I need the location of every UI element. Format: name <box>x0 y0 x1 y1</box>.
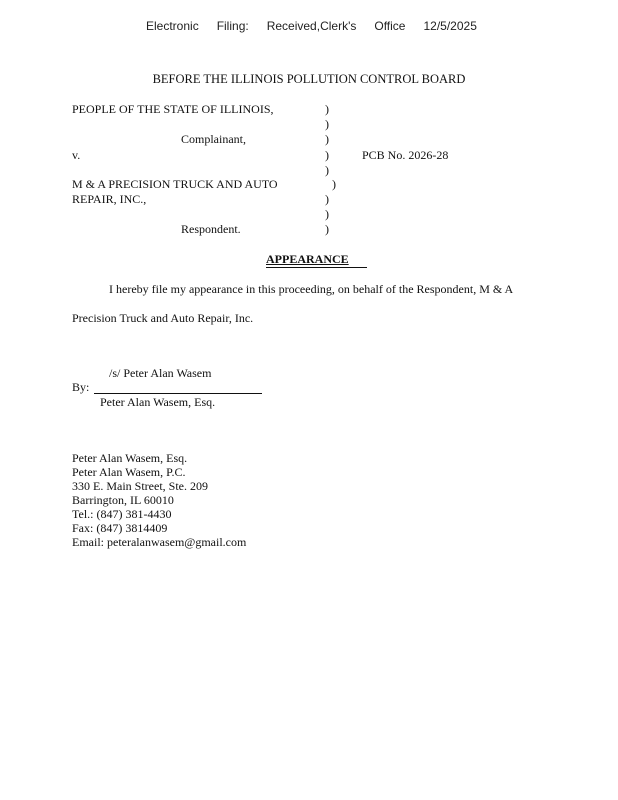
contact-name: Peter Alan Wasem, Esq. <box>72 451 188 465</box>
caption-paren: ) <box>325 117 329 131</box>
body-paragraph-line2: Precision Truck and Auto Repair, Inc. <box>72 311 254 325</box>
complainant-name: PEOPLE OF THE STATE OF ILLINOIS, <box>72 102 274 116</box>
caption-paren: ) <box>325 192 329 206</box>
electronic-signature: /s/ Peter Alan Wasem <box>109 366 212 380</box>
contact-block <box>72 451 246 549</box>
signature-line <box>94 393 262 394</box>
complainant-role: Complainant, <box>181 132 246 146</box>
contact-email: Email: peteralanwasem@gmail.com <box>72 535 247 549</box>
case-number: PCB No. 2026-28 <box>362 148 449 162</box>
filing-date: 12/5/2025 <box>423 19 477 33</box>
appearance-heading: APPEARANCE <box>266 253 367 268</box>
respondent-name-line2: REPAIR, INC., <box>72 192 147 206</box>
filing-electronic: Electronic <box>146 19 199 33</box>
caption-paren: ) <box>332 177 336 191</box>
contact-tel: Tel.: (847) 381-4430 <box>72 507 172 521</box>
caption-paren: ) <box>325 163 329 177</box>
contact-firm: Peter Alan Wasem, P.C. <box>72 465 186 479</box>
versus: v. <box>72 148 81 162</box>
caption-paren: ) <box>325 222 329 236</box>
caption-paren: ) <box>325 102 329 116</box>
contact-fax: Fax: (847) 3814409 <box>72 521 168 535</box>
filing-stamp-header <box>146 20 495 34</box>
contact-address: 330 E. Main Street, Ste. 209 <box>72 479 208 493</box>
by-label: By: <box>72 380 90 394</box>
signatory-name: Peter Alan Wasem, Esq. <box>100 395 216 409</box>
filing-office: Office <box>374 19 406 33</box>
respondent-role: Respondent. <box>181 222 241 236</box>
respondent-name-line1: M & A PRECISION TRUCK AND AUTO <box>72 177 278 191</box>
body-paragraph-line1: I hereby file my appearance in this proceeding, on behalf of the Respondent, M & A <box>109 282 514 296</box>
board-title: BEFORE THE ILLINOIS POLLUTION CONTROL BOARD <box>152 72 466 86</box>
caption-paren: ) <box>325 207 329 221</box>
caption-paren: ) <box>325 132 329 146</box>
caption-paren: ) <box>325 148 329 162</box>
contact-city: Barrington, IL 60010 <box>72 493 174 507</box>
filing-received: Received,Clerk's <box>266 19 357 33</box>
filing-label: Filing: <box>216 19 249 33</box>
